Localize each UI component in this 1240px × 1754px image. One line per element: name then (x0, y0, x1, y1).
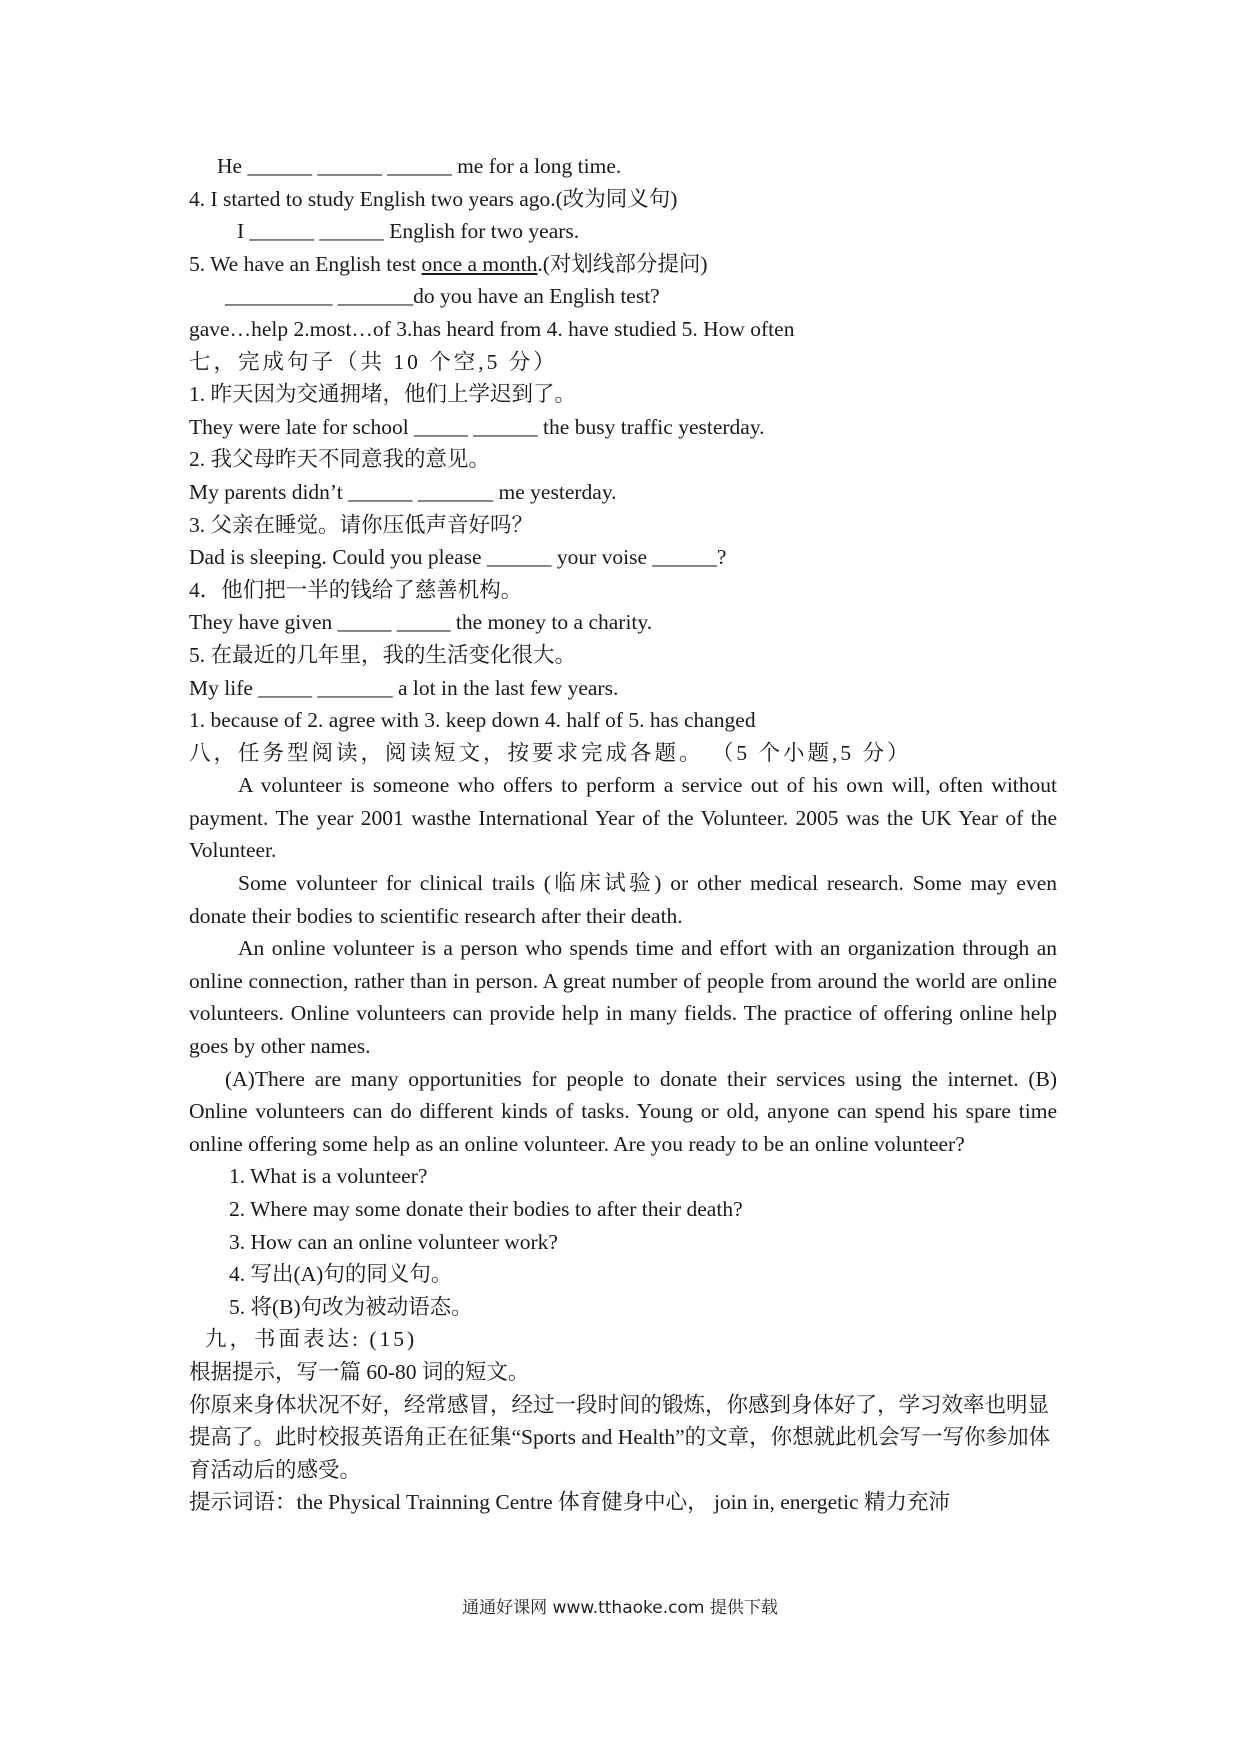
section-7-heading: 七，完成句子（共 10 个空,5 分） (189, 349, 558, 374)
question-5-text: 5. We have an English test (189, 251, 422, 276)
reading-question-3: 3. How can an online volunteer work? (229, 1229, 558, 1254)
question-5-instruction: .(对划线部分提问) (537, 251, 708, 276)
reading-question-2: 2. Where may some donate their bodies to after their death? (229, 1197, 743, 1221)
writing-hints: 提示词语：the Physical Trainning Centre 体育健身中心， join in, energetic 精力充沛 (189, 1490, 951, 1515)
section-7-item-4-cn: 4．他们把一半的钱给了慈善机构。 (189, 577, 523, 602)
section-7-item-2-cn: 2. 我父母昨天不同意我的意见。 (189, 447, 491, 472)
passage-paragraph-2: Some volunteer for clinical trails (临床试验) or other medical research. Some may even donate their bodies to scientific research after their death. (189, 871, 1057, 928)
section-7-item-1-en: They were late for school _____ ______ the busy traffic yesterday. (189, 414, 765, 439)
section-8-heading: 八，任务型阅读，阅读短文，按要求完成各题。 （5 个小题,5 分） (189, 740, 912, 765)
section-7-item-5-cn: 5. 在最近的几年里，我的生活变化很大。 (189, 642, 577, 667)
document-page (189, 150, 1057, 1519)
answer-key-section-7: 1. because of 2. agree with 3. keep down 4. half of 5. has changed (189, 708, 756, 733)
section-7-item-3-en: Dad is sleeping. Could you please ______ your voise ______? (189, 545, 727, 570)
exercise-line-5-blanks: __________ _______do you have an English test? (225, 284, 660, 309)
answer-key-section-6: gave…help 2.most…of 3.has heard from 4. have studied 5. How often (189, 316, 795, 341)
exercise-line-3-blanks: He ______ ______ ______ me for a long time. (217, 154, 622, 178)
reading-question-5: 5. 将(B)句改为被动语态。 (229, 1294, 473, 1319)
section-7-item-4-en: They have given _____ _____ the money to a charity. (189, 610, 653, 635)
page-footer: 通通好课网 www.tthaoke.com 提供下载 (462, 1598, 778, 1618)
passage-paragraph-3: An online volunteer is a person who spends time and effort with an organization through an online connection, rather than in person. A great number of people from around the world are online volunteers. Online volunteers can provide help in many fields. The practice of offering online help goes by other names. (189, 936, 1057, 1059)
reading-question-4: 4. 写出(A)句的同义句。 (229, 1262, 453, 1287)
section-9-heading: 九，书面表达: (15) (205, 1327, 418, 1352)
section-7-item-5-en: My life _____ _______ a lot in the last few years. (189, 675, 619, 700)
exercise-question-5 (189, 248, 1057, 281)
passage-paragraph-1: A volunteer is someone who offers to perform a service out of his own will, often without payment. The year 2001 wasthe International Year of the Volunteer. 2005 was the UK Year of the Volunteer. (189, 773, 1057, 863)
section-7-item-3-cn: 3. 父亲在睡觉。请你压低声音好吗？ (189, 512, 534, 537)
section-7-item-1-cn: 1. 昨天因为交通拥堵，他们上学迟到了。 (189, 382, 577, 407)
writing-instruction: 根据提示，写一篇 60-80 词的短文。 (189, 1359, 530, 1384)
reading-question-1: 1. What is a volunteer? (229, 1164, 428, 1189)
writing-prompt: 你原来身体状况不好，经常感冒，经过一段时间的锻炼，你感到身体好了，学习效率也明显提高了。此时校报英语角正在征集“Sports and Health”的文章，你想就此机会写一写你参加体育活动后的感受。 (189, 1392, 1051, 1482)
exercise-line-4-blanks: I ______ ______ English for two years. (237, 219, 580, 244)
passage-paragraph-4: (A)There are many opportunities for people to donate their services using the internet. (B) Online volunteers can do different kinds of tasks. Young or old, anyone can spend his spare time online offering some help as an online volunteer. Are you ready to be an online volunteer? (189, 1066, 1057, 1156)
underlined-phrase: once a month (421, 251, 538, 276)
exercise-question-4: 4. I started to study English two years ago.(改为同义句) (189, 186, 678, 211)
section-7-item-2-en: My parents didn’t ______ _______ me yesterday. (189, 479, 617, 504)
